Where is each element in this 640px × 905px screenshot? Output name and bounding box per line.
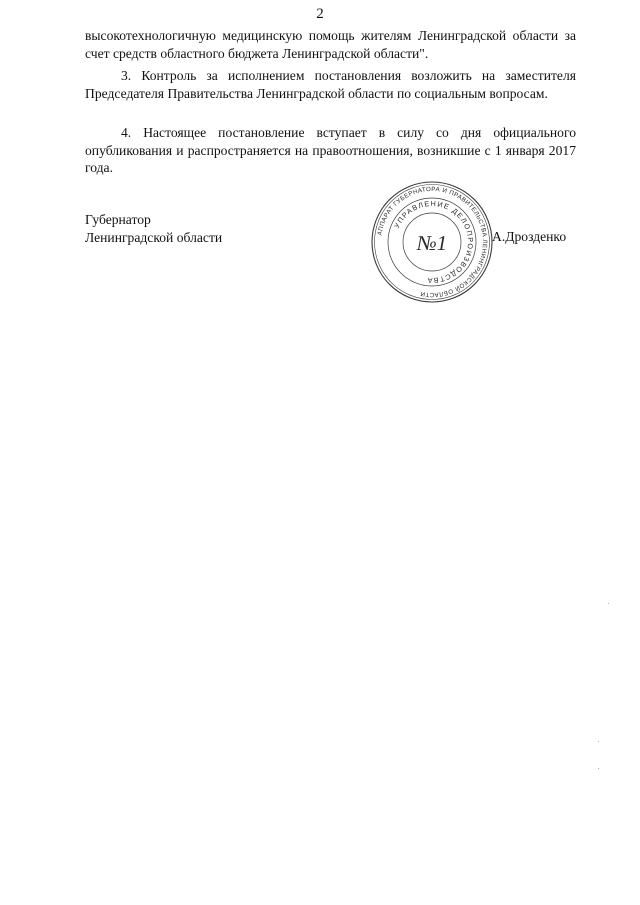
- seal-number: №1: [416, 231, 448, 255]
- signatory-title-line-2: Ленинградской области: [85, 229, 223, 245]
- seal-outer-text: АППАРАТ ГУБЕРНАТОРА И ПРАВИТЕЛЬСТВА ЛЕНИНГРАДСКОЙ ОБЛАСТИ: [376, 185, 489, 299]
- paragraph-continuation: высокотехнологичную медицинскую помощь жителям Ленинградской области за счет средств областного бюджета Ленинградской области".: [85, 28, 576, 61]
- paragraph-item-3: 3. Контроль за исполнением постановления возложить на заместителя Председателя Правительства Ленинградской области по социальным вопросам.: [85, 68, 576, 101]
- seal-inner-text: УПРАВЛЕНИЕ ДЕЛОПРОИЗВОДСТВА: [392, 198, 476, 286]
- official-seal-stamp: [370, 180, 494, 304]
- signatory-title-line-1: Губернатор: [85, 212, 151, 227]
- signatory-name: А.Дрозденко: [492, 229, 567, 244]
- scan-speck: [598, 741, 599, 742]
- page-number: 2: [316, 6, 324, 22]
- scan-speck: [598, 768, 599, 769]
- signatory-title: [85, 211, 285, 246]
- paragraph-item-4: 4. Настоящее постановление вступает в силу со дня официального опубликования и распространяется на правоотношения, возникшие с 1 января 2017 года.: [85, 125, 576, 175]
- scan-speck: [608, 603, 609, 604]
